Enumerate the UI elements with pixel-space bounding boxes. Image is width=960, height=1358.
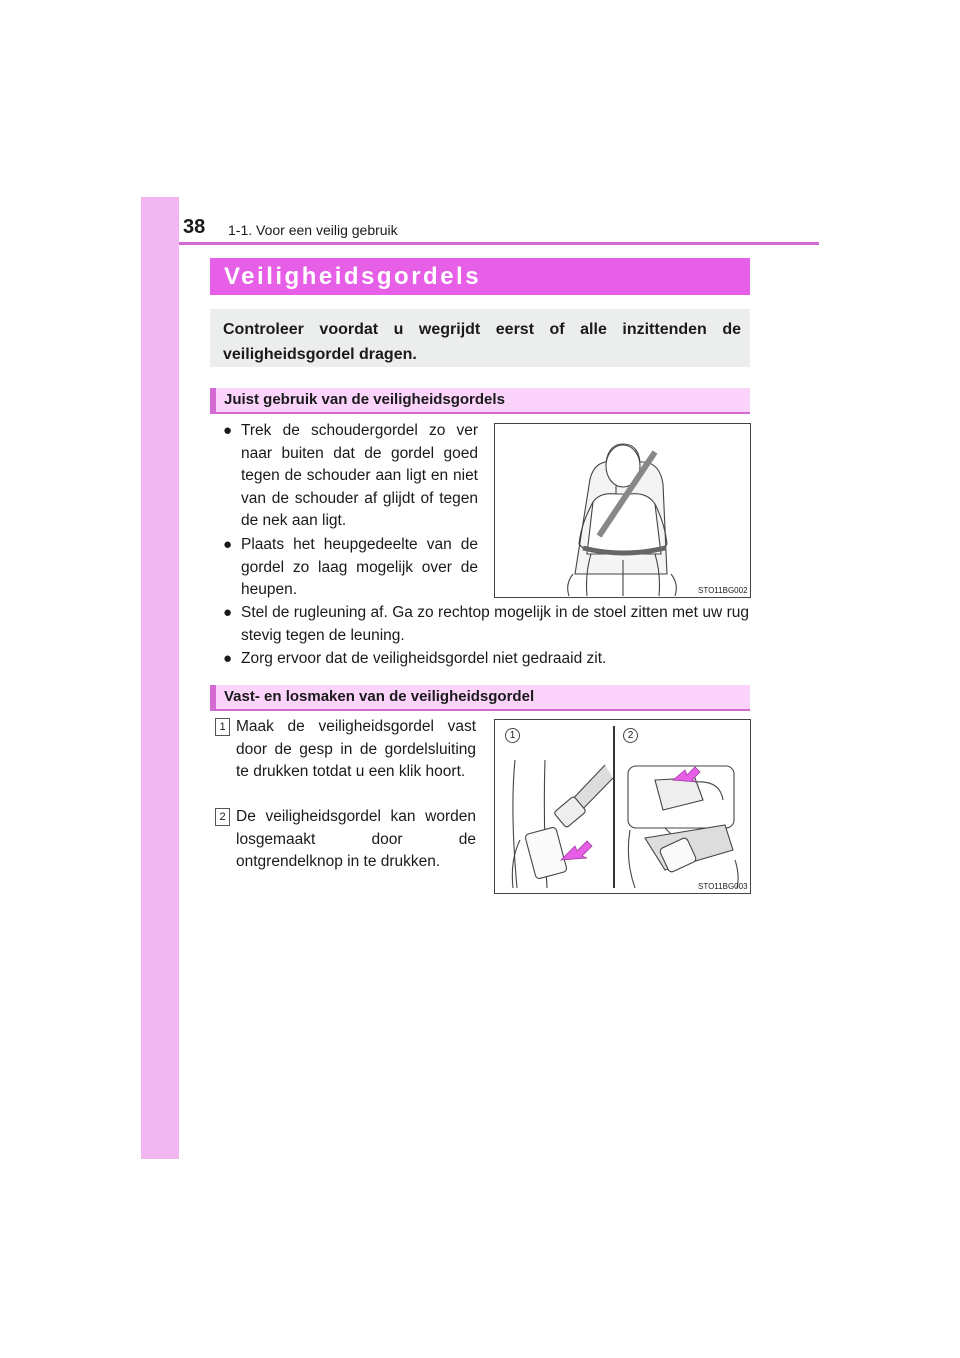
- bullet-text: Plaats het heupgedeelte van de gordel zo laag mogelijk over de heupen.: [241, 536, 478, 598]
- figure-label-1: 1: [505, 728, 520, 743]
- subhead-correct-use-title: Juist gebruik van de veiligheidsgordels: [224, 391, 505, 408]
- intro-box: [210, 309, 750, 367]
- step-number-badge: 1: [215, 718, 230, 736]
- figure-label-2: 2: [623, 728, 638, 743]
- bullet-dot-icon: ●: [223, 604, 233, 621]
- bullet-dot-icon: ●: [223, 650, 233, 667]
- insert-arrow-icon: [561, 841, 592, 860]
- step-number-badge: 2: [215, 808, 230, 826]
- buckle-illustration: [495, 720, 750, 893]
- step-text: De veiligheidsgordel kan worden losgemaakt door de ontgrendelknop in te drukken.: [236, 808, 476, 870]
- seatbelt-posture-figure: [494, 423, 751, 598]
- bullet-dot-icon: ●: [223, 422, 233, 439]
- step-text: Maak de veiligheidsgordel vast door de gesp in de gordelsluiting te drukken totdat u een klik hoort.: [236, 718, 476, 780]
- step-1: [219, 716, 476, 784]
- bullet-text: Zorg ervoor dat de veiligheidsgordel niet gedraaid zit.: [241, 650, 607, 667]
- buckle-figure: [494, 719, 751, 894]
- running-head: 1-1. Voor een veilig gebruik: [228, 222, 398, 238]
- figure-code: STO11BG002: [698, 586, 748, 595]
- bullet-item: [223, 602, 749, 647]
- figure-code: STO11BG003: [698, 882, 748, 891]
- step-2: [219, 806, 476, 874]
- page-number: 38: [183, 216, 206, 238]
- section-title: Veiligheidsgordels: [224, 263, 482, 290]
- subhead-fasten-title: Vast- en losmaken van de veiligheidsgordel: [224, 688, 535, 705]
- subhead-correct-use: [210, 388, 750, 414]
- section-title-bar: [210, 258, 750, 295]
- header-rule: [179, 242, 819, 245]
- bullet-item: [223, 534, 478, 602]
- bullet-dot-icon: ●: [223, 536, 233, 553]
- subhead-fasten: [210, 685, 750, 711]
- bullet-text: Trek de schoudergordel zo ver naar buiten dat de gordel goed tegen de schouder aan ligt en niet van de schouder af glijdt of tegen de nek aan ligt.: [241, 422, 478, 529]
- bullet-item: [223, 420, 478, 533]
- chapter-sidebar-tab: [141, 197, 179, 1159]
- seated-person-illustration: [495, 424, 750, 597]
- intro-text: Controleer voordat u wegrijdt eerst of alle inzittenden de veiligheidsgordel dragen.: [223, 321, 741, 363]
- bullet-text: Stel de rugleuning af. Ga zo rechtop mogelijk in de stoel zitten met uw rug stevig tegen de leuning.: [241, 604, 749, 644]
- bullet-item: [223, 648, 749, 671]
